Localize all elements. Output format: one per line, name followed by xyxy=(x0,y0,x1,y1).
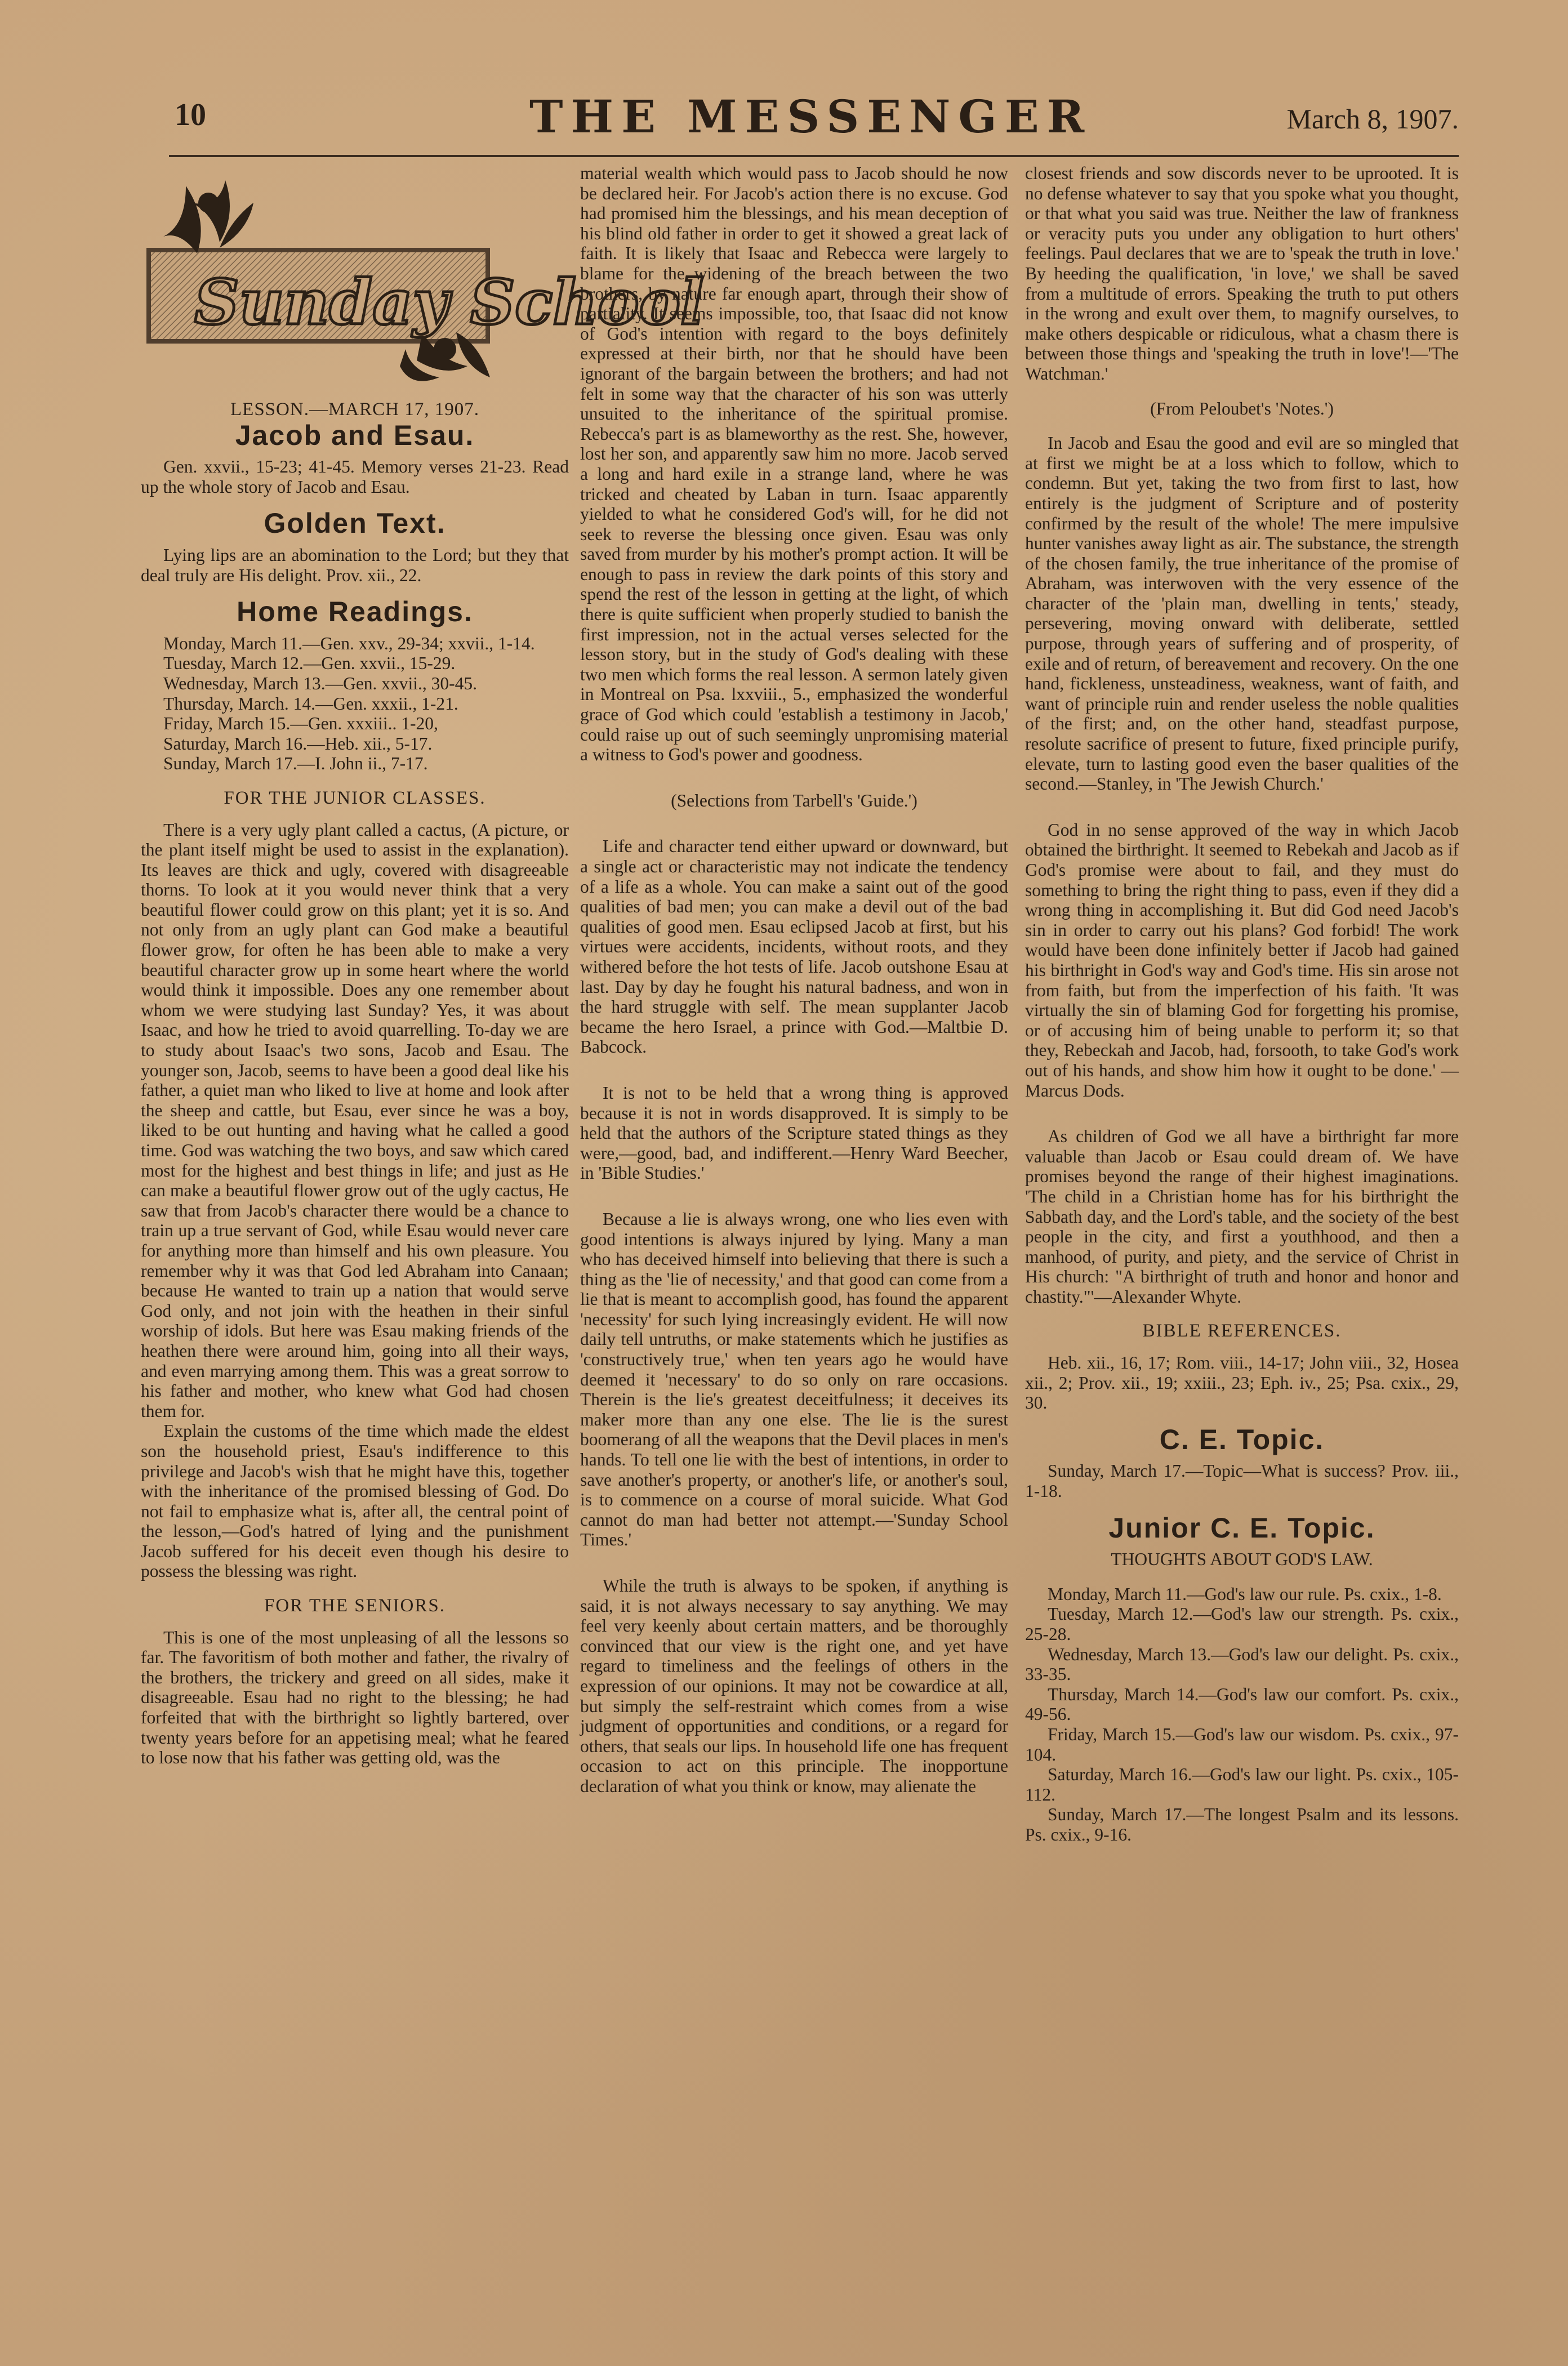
reading-item: Saturday, March 16.—Heb. xii., 5-17. xyxy=(163,733,433,754)
floral-banner-icon xyxy=(141,163,704,389)
article-paragraph: God in no sense approved of the way in which Jacob obtained the birthright. It seemed to Rebekah and Jacob as if God's promise were about to fail, and they must do something to bring the right thing to pass, even if they did a wrong thing in accomplishing it. But did God need Jacob's sin in order to carry out his plans? God forbid! The work would have been done infinitely better if Jacob had gained his birthright in God's way and God's time. His sin arose not from faith, but from the imperfection of his faith. 'It was virtually the sin of blaming God for forgetting his promise, or of accusing him of being unable to perform it; so that they, Rebeckah and Jacob, had, forsooth, to take God's work out of his hands, and show him how it ought to be done.' —Marcus Dods. xyxy=(1025,819,1459,1100)
reading-item: Sunday, March 17.—I. John ii., 7-17. xyxy=(163,754,428,774)
bible-references-heading: BIBLE REFERENCES. xyxy=(1142,1321,1342,1342)
seniors-heading: FOR THE SENIORS. xyxy=(264,1596,446,1616)
page-number: 10 xyxy=(175,97,206,132)
article-paragraph: It is not to be held that a wrong thing is approved because it is not in words disapproved. It is simply to be held that the authors of the Scripture stated things as they were,—good, bad, and indifferent.—Henry Ward Beecher, in 'Bible Studies.' xyxy=(580,1082,1008,1183)
junior-paragraph: Explain the customs of the time which made the eldest son the household priest, Esau's indifference to this privilege and Jacob's wish that he might have this, together with the inheritance of the promised blessing of God. Do not fail to emphasize what is, after all, the central point of the lesson,—God's hatred of lying and the punishment Jacob suffered for his deceit even though his desire to possess the blessing was right. xyxy=(141,1421,569,1581)
lesson-date-line: LESSON.—MARCH 17, 1907. xyxy=(230,399,479,420)
junior-paragraph: There is a very ugly plant called a cactus, (A picture, or the plant itself might be used to assist in the explanation). Its leaves are thick and ugly, covered with disagreeable thorns. To look at it you would never think that a very beautiful flower could grow on this plant; yet it is so. And not only from an ugly plant can God make a beautiful flower grow, for often he has been able to make a very beautiful character grow up in some heart where the world would think it impossible. Does any one remember about whom we were studying last Sunday? Yes, it was about Isaac, and how he tried to avoid quarrelling. To-day we are to study about Isaac's two sons, Jacob and Esau. The younger son, Jacob, seems to have been a good deal like his father, a quiet man who liked to live at home and look after the sheep and cattle, but Esau, ever since he was a boy, liked to be out hunting and having what he called a good time. God was watching the two boys, and saw which cared most for the highest and best things in life; and just as He can make a beautiful flower grow out of the ugly cactus, He saw that from Jacob's character there would be a chance to train up a true servant of God, while Esau would never care for anything more than himself and his own pleasure. You remember why it was that God led Abraham into Canaan; because He wanted to train up a nation that would serve God only, and not join with the heathen in their sinful worship of idols. But here was Esau making friends of the heathen there were around him, going into all their ways, and even marrying among them. This was a great sorrow to his father and mother, who knew what God had chosen them for. xyxy=(141,819,569,1421)
golden-text: Lying lips are an abomination to the Lord; but they that deal truly are His delight. Prov. xii., 22. xyxy=(141,545,569,585)
junior-ce-topic-heading: Junior C. E. Topic. xyxy=(1108,1512,1375,1544)
topic-item: Sunday, March 17.—The longest Psalm and its lessons. Ps. cxix., 9-16. xyxy=(1025,1804,1459,1844)
junior-classes-heading: FOR THE JUNIOR CLASSES. xyxy=(224,787,486,808)
issue-date: March 8, 1907. xyxy=(1286,103,1459,135)
bible-references: Heb. xii., 16, 17; Rom. viii., 14-17; John viii., 32, Hosea xii., 2; Prov. xii., 19; xxiii., 23; Eph. iv., 25; Psa. cxix., 29, 30. xyxy=(1025,1353,1459,1413)
golden-text-heading: Golden Text. xyxy=(264,507,446,540)
article-paragraph: In Jacob and Esau the good and evil are so mingled that at first we might be at a loss which to follow, which to condemn. But yet, taking the two from first to last, how entirely is the judgment of Scripture and of posterity confirmed by the result of the whole! The mere impulsive hunter vanishes away light as air. The substance, the strength of the chosen family, the true inheritance of the promise of Abraham, was interwoven with the very essence of the character of the 'plain man, dwelling in tents,' steady, persevering, moving onward with deliberate, settled purpose, through years of suffering and of prosperity, of exile and of return, of bereavement and recovery. On the one hand, fickleness, unsteadiness, weakness, want of faith, and want of principle ruin and render useless the noble qualities of the first; and, on the other hand, steadfast purpose, resolute sacrifice of present to future, fixed principle purify, elevate, turn to lasting good even the baser qualities of the second.—Stanley, in 'The Jewish Church.' xyxy=(1025,433,1459,794)
home-readings-heading: Home Readings. xyxy=(237,596,473,628)
seniors-paragraph: This is one of the most unpleasing of all the lessons so far. The favoritism of both mother and father, the rivalry of the brothers, the trickery and greed on all sides, make it disagreeable. Esau had no right to the blessing; he had forfeited that with the birthright so lightly bartered, over twenty years before for an appetising meal; what he feared to lose now that his father was getting old, was the xyxy=(141,1627,569,1768)
article-paragraph: Life and character tend either upward or downward, but a single act or characteristic may not indicate the tendency of a life as a whole. You can make a saint out of the good qualities of bad men; you can make a devil out of the bad qualities of good men. Esau eclipsed Jacob at first, but his virtues were accidents, incidents, without roots, and they withered before the hot tests of life. Jacob outshone Esau at last. Day by day he fought his natural badness, and won in the hard struggle with self. The mean supplanter Jacob became the hero Israel, a prince with God.—Maltbie D. Babcock. xyxy=(580,836,1008,1057)
topic-item: Friday, March 15.—God's law our wisdom. Ps. cxix., 97-104. xyxy=(1025,1724,1459,1765)
article-paragraph: While the truth is always to be spoken, if anything is said, it is not always necessary to say anything. We may feel very keenly about certain matters, and be thoroughly convinced that our view is the right one, and yet have regard to timeliness and the feelings of others in the expression of our opinions. It may not be cowardice at all, but simply the self-restraint which comes from a wise judgment of opportunities and conditions, or a regard for others, that seals our lips. In household life one has frequent occasion to act on this principle. The inopportune declaration of what you think or know, may alienate the xyxy=(580,1576,1008,1796)
column-1 xyxy=(141,163,704,1768)
ce-topic-text: Sunday, March 17.—Topic—What is success? Prov. iii., 1-18. xyxy=(1025,1461,1459,1501)
article-paragraph: closest friends and sow discords never to be uprooted. It is no defense whatever to say that you spoke what you thought, or that what you said was true. Neither the law of frankness or veracity puts you under any obligation to hurt others' feelings. Paul declares that we are to 'speak the truth in love.' By heeding the qualification, 'in love,' we shall be saved from a multitude of errors. Speaking the truth to put others in the wrong and exult over them, to magnify ourselves, to make others despicable or ridiculous, what a chasm there is between those things and 'speaking the truth in love'!—'The Watchman.' xyxy=(1025,163,1459,384)
article-paragraph: Because a lie is always wrong, one who lies even with good intentions is always injured by lying. Many a man who has deceived himself into believing that there is such a thing as the 'lie of necessity,' and that good can come from a lie that is meant to accomplish good, has found the apparent 'necessity' for such lying increasingly evident. He will now daily tell untruths, or make statements which he justifies as 'constructively true,' when ten years ago he would have deemed it 'necessary' to do so only on rare occasions. Therein is the lie's greatest deceitfulness; it deceives its maker more than any one else. The lie is the surest boomerang of all the weapons that the Devil places in men's hands. To tell one lie with the best of intentions, in order to save another's property, or another's life, or another's soul, is to commence on a course of moral suicide. What God cannot do man had better not attempt.—'Sunday School Times.' xyxy=(580,1209,1008,1550)
reading-item: Thursday, March. 14.—Gen. xxxii., 1-21. xyxy=(163,693,458,714)
sunday-school-logo xyxy=(141,163,704,389)
column-3 xyxy=(1025,163,1459,1845)
home-readings-list xyxy=(141,634,569,774)
reading-item: Tuesday, March 12.—Gen. xxvii., 15-29. xyxy=(163,653,456,674)
reading-item: Monday, March 11.—Gen. xxv., 29-34; xxvii., 1-14. xyxy=(163,633,535,653)
topic-item: Saturday, March 16.—God's law our light. Ps. cxix., 105-112. xyxy=(1025,1765,1459,1804)
topic-item: Wednesday, March 13.—God's law our delight. Ps. cxix., 33-35. xyxy=(1025,1644,1459,1685)
tarbell-heading: (Selections from Tarbell's 'Guide.') xyxy=(671,790,917,810)
column-2 xyxy=(580,163,1008,1797)
lesson-reference: Gen. xxvii., 15-23; 41-45. Memory verses 21-23. Read up the whole story of Jacob and Esau. xyxy=(141,457,569,497)
article-paragraph: material wealth which would pass to Jacob should he now be declared heir. For Jacob's action there is no excuse. God had promised him the blessings, and his mean deception of his blind old father in order to get it showed a great lack of faith. It is likely that Isaac and Rebecca were largely to blame for the widening of the breach between the two brothers, by nature far enough apart, through their show of partiality. It seems impossible, too, that Isaac did not know of God's intention with regard to the boys definitely expressed at their birth, nor that he should have been ignorant of the bargain between the brothers; and had not felt in some way that the character of his son was utterly unsuited to the inheritance of the spiritual promise. Rebecca's part is as blameworthy as the rest. She, however, lost her son, and apparently saw him no more. Jacob served a long and hard exile in a strange land, where he was tricked and cheated by Laban in turn. Isaac apparently yielded to what he considered God's will, for he did not seek to reverse the blessing once given. Esau was only saved from murder by his mother's prompt action. It will be enough to pass in review the dark points of this story and spend the rest of the lesson in getting at the light, of which there is quite sufficient when properly studied to banish the first impression, not in the actual verses selected for the lesson story, but in the study of God's dealing with these two men which forms the real lesson. A sermon lately given in Montreal on Psa. lxxviii., 5., emphasized the wonderful grace of God which could 'establish a testimony in Jacob,' could raise up out of such seemingly unpromising material a witness to God's power and goodness. xyxy=(580,163,1008,765)
reading-item: Wednesday, March 13.—Gen. xxvii., 30-45. xyxy=(163,673,478,693)
article-paragraph: As children of God we all have a birthright far more valuable than Jacob or Esau could dream of. We have promises beyond the range of their highest imaginations. 'The child in a Christian home has for his birthright the Sabbath day, and the Lord's table, and the society of the best people in the city, and first a youthhood, and then a manhood, of purity, and piety, and the service of Christ in His church: "A birthright of truth and honor and honor and chastity."'—Alexander Whyte. xyxy=(1025,1126,1459,1307)
topic-item: Tuesday, March 12.—God's law our strength. Ps. cxix., 25-28. xyxy=(1025,1604,1459,1644)
lesson-title: Jacob and Esau. xyxy=(235,419,475,451)
topic-item: Monday, March 11.—God's law our rule. Ps. cxix., 1-8. xyxy=(1048,1584,1442,1604)
peloubet-heading: (From Peloubet's 'Notes.') xyxy=(1150,398,1334,418)
header-rule xyxy=(169,155,1459,157)
reading-item: Friday, March 15.—Gen. xxxiii.. 1-20, xyxy=(163,714,438,734)
topics-list xyxy=(1025,1584,1459,1845)
masthead: THE MESSENGER xyxy=(529,90,1093,143)
topic-item: Thursday, March 14.—God's law our comfort. Ps. cxix., 49-56. xyxy=(1025,1684,1459,1725)
ce-topic-heading: C. E. Topic. xyxy=(1159,1423,1325,1455)
thoughts-heading: THOUGHTS ABOUT GOD'S LAW. xyxy=(1111,1549,1373,1570)
page-header xyxy=(169,90,1459,158)
svg-text:Sunday School: Sunday School xyxy=(194,266,704,338)
